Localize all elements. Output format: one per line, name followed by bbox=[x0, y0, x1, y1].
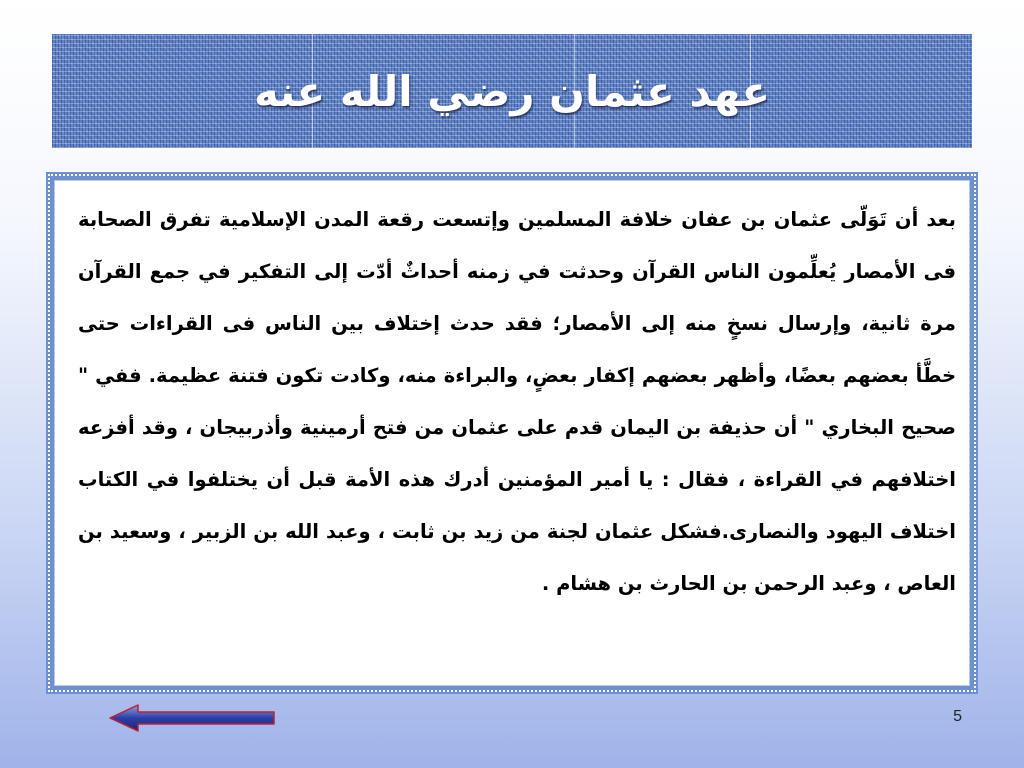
content-frame bbox=[46, 172, 978, 694]
page-number: 5 bbox=[953, 708, 962, 725]
back-button[interactable] bbox=[108, 703, 278, 733]
body-paragraph: بعد أن تَوَلّى عثمان بن عفان خلافة المسلمين وإتسعت رقعة المدن الإسلامية تفرق الصحابة فى الأمصار يُعلِّمون الناس القرآن وحدثت في زمنه أحداثٌ أدّت إلى التفكير في جمع القرآن مرة ثانية، وإرسال نسخٍ منه إلى الأمصار؛ فقد حدث إختلاف بين الناس فى القراءات حتى خطَّأ بعضهم بعضًا، وأظهر بعضهم إكفار بعضٍ، والبراءة منه، وكادت تكون فتنة عظيمة. ففي " صحيح البخاري " أن حذيفة بن اليمان قدم على عثمان من فتح أرمينية وأذربيجان ، وقد أفزعه اختلافهم في القراءة ، فقال : يا أمير المؤمنين أدرك هذه الأمة قبل أن يختلفوا في الكتاب اختلاف اليهود والنصارى.فشكل عثمان لجنة من زيد بن ثابت ، وعبد الله بن الزبير ، وسعيد بن العاص ، وعبد الرحمن بن الحارث بن هشام . bbox=[78, 208, 956, 595]
title-banner bbox=[52, 34, 972, 148]
slide-title: عهد عثمان رضي الله عنه bbox=[253, 66, 771, 116]
left-arrow-icon bbox=[108, 703, 278, 733]
